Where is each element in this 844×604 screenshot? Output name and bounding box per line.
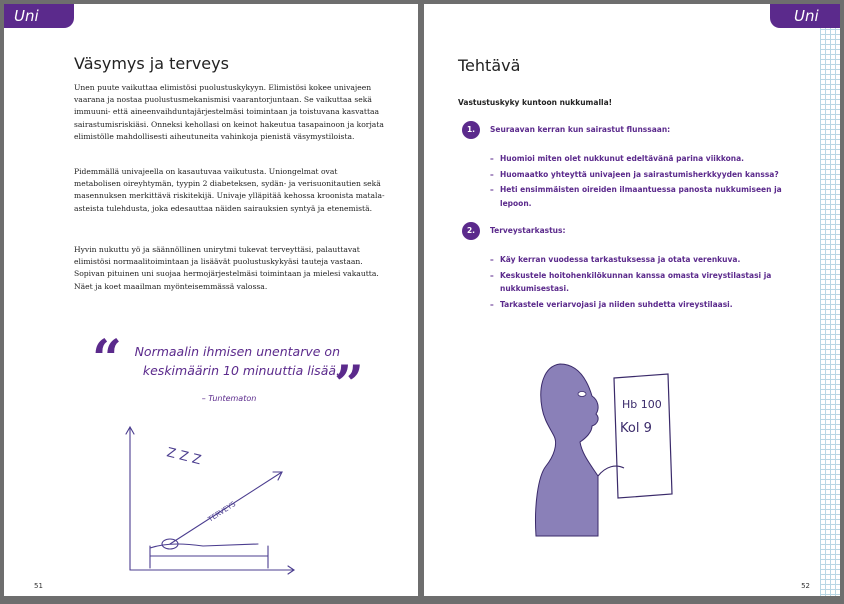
person-figure-icon (535, 364, 598, 536)
list-item: – Heti ensimmäisten oireiden ilmaantuessa panosta nukkumiseen ja lepoon. (490, 183, 790, 210)
quote-author: – Tuntematon (201, 394, 257, 403)
body-paragraph-3: Hyvin nukuttu yö ja säännöllinen unirytmi tukevat terveyttäsi, palauttavat elimistösi normaalitoimintaan ja lisäävät puolustuskykyäsi tauteja vastaan. Sopivan pituinen uni suojaa hermojärjestelmäsi toimintaan ja mielesi vakautta. Näet ja koet maailman myönteisemmässä valossa. (74, 245, 379, 291)
quote-close-icon: ” (334, 355, 364, 416)
body-paragraph-1: Unen puute vaikuttaa elimistösi puolustuskykyyn. Elimistösi kokee univajeen vaarana ja nostaa puolustusmekanismisi vaarantorjuntaan. Se vaikuttaa sekä immuuni- että aineenvaihduntajärjestelmäsi toimintaan ja toistuvana kasvattaa sairastumisriskiäsi. Onneksi kehollasi on keinot hakeutua tasapainoon ja korjata elimistölle mahdollisesti aiheutuneita vahinkoja pienistä väsymystiloista. (74, 83, 384, 141)
list-item: – Keskustele hoitohenkilökunnan kanssa omasta vireystilastasi ja nukkumisestasi. (490, 269, 790, 296)
sign-line-1: Hb 100 (622, 398, 662, 411)
bullet-list-2 (490, 253, 790, 313)
step-badge-2: 2. (462, 222, 480, 240)
page-title-right: Tehtävä (458, 56, 521, 75)
grid-margin-strip (820, 4, 840, 596)
step-badge-1: 1. (462, 121, 480, 139)
page-number-left: 51 (34, 582, 43, 590)
list-item: – Tarkastele veriarvojasi ja niiden suhdetta vireystilaasi. (490, 298, 790, 312)
bullet-list-1 (490, 152, 790, 212)
page-title-left: Väsymys ja terveys (74, 54, 229, 73)
section-heading-2: Terveystarkastus: (490, 226, 566, 235)
page-number-right: 52 (801, 582, 810, 590)
eye-icon (578, 392, 586, 397)
person-with-sign-illustration (520, 356, 680, 546)
list-item: – Huomioi miten olet nukkunut edeltävänä parina viikkona. (490, 152, 790, 166)
right-page (424, 4, 840, 596)
left-page (4, 4, 418, 596)
sign-line-2: Kol 9 (620, 421, 652, 436)
quote-open-icon: “ (92, 329, 122, 390)
body-paragraph-2: Pidemmällä univajeella on kasautuvaa vaikutusta. Uniongelmat ovat metabolisen oireyhtymän, tyypin 2 diabeteksen, sydän- ja verisuonitautien sekä masennuksen merkittävä riskitekijä. Univaje ylläpitää kehossa kroonista matala-asteista tulehdusta, joka edesauttaa näiden sairauksien syntyä ja etenemistä. (74, 167, 385, 213)
bed-icon (150, 544, 268, 568)
quote-text: Normaalin ihmisen unentarve on keskimäärin 10 minuuttia lisää. (134, 344, 340, 378)
sign-board-icon (598, 374, 672, 498)
health-arrow-label: TERVEYS (206, 500, 238, 524)
task-intro: Vastustuskyky kuntoon nukkumalla! (458, 98, 613, 107)
sleep-graph-illustration (108, 418, 298, 578)
sleep-letters-large: Z Z Z (165, 445, 203, 469)
chapter-tab-right: Uni (770, 4, 840, 28)
section-heading-1: Seuraavan kerran kun sairastut flunssaan: (490, 125, 671, 134)
list-item: – Huomaatko yhteyttä univajeen ja sairastumisherkkyyden kanssa? (490, 168, 790, 182)
chapter-tab-left: Uni (4, 4, 74, 28)
list-item: – Käy kerran vuodessa tarkastuksessa ja otata verenkuva. (490, 253, 790, 267)
